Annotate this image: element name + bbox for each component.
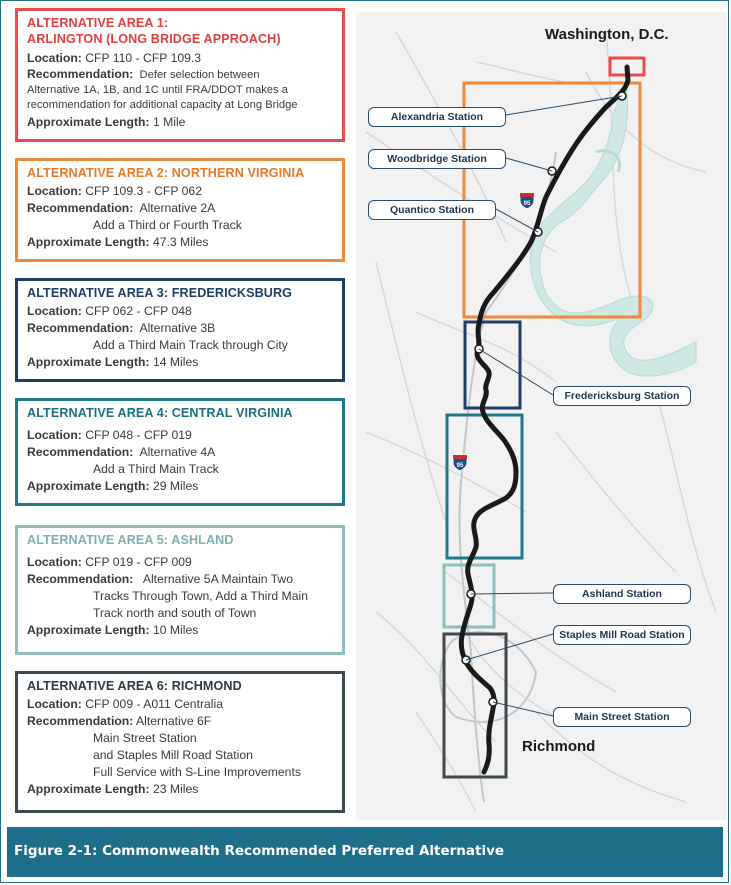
- richmond-label: Richmond: [522, 738, 596, 755]
- route-map: [356, 12, 726, 820]
- area-2-length: 47.3 Miles: [152, 235, 209, 249]
- area-1-subtitle: ARLINGTON (LONG BRIDGE APPROACH): [27, 32, 281, 46]
- area-6-recommendation-line-2: Main Street Station: [93, 731, 197, 745]
- area-6-recommendation-line-1: Alternative 6F: [136, 714, 212, 728]
- area-4-location: CFP 048 - CFP 019: [85, 428, 192, 442]
- area-6-recommendation-line-3: and Staples Mill Road Station: [93, 748, 253, 762]
- area-1-length: 1 Mile: [152, 115, 186, 129]
- area-5-recommendation-line-3: Track north and south of Town: [93, 606, 257, 620]
- area-2-card: [15, 158, 345, 262]
- area-4-title: ALTERNATIVE AREA 4: CENTRAL VIRGINIA: [27, 406, 293, 420]
- area-5-card: [15, 525, 345, 655]
- area-5-location: CFP 019 - CFP 009: [85, 555, 192, 569]
- area-2-location-label: Location:: [27, 184, 82, 198]
- area-6-card: [15, 671, 345, 813]
- callout-leaders: [466, 96, 622, 716]
- area-3-location: CFP 062 - CFP 048: [85, 304, 192, 318]
- area-2-recommendation-label: Recommendation:: [27, 201, 134, 215]
- area-1-recommendation-line-3: recommendation for additional capacity at Long Bridge: [27, 99, 298, 111]
- area-3-recommendation-label: Recommendation:: [27, 321, 134, 335]
- main-street-station-callout[interactable]: Main Street Station: [553, 707, 691, 727]
- washington-label: Washington, D.C.: [545, 26, 669, 43]
- area-4-card: [15, 398, 345, 506]
- quantico-station-callout[interactable]: Quantico Station: [368, 200, 496, 220]
- i95-shield-north: [520, 193, 534, 209]
- area-1-card: [15, 8, 345, 142]
- area-2-length-label: Approximate Length:: [27, 235, 150, 249]
- area-1-length-label: Approximate Length:: [27, 115, 150, 129]
- area-3-length-label: Approximate Length:: [27, 355, 150, 369]
- area-6-length-label: Approximate Length:: [27, 782, 150, 796]
- area-6-location-label: Location:: [27, 697, 82, 711]
- area-1-recommendation-line-2: Alternative 1A, 1B, and 1C until FRA/DDOT makes a: [27, 84, 288, 96]
- area-2-recommendation-line-1: Alternative 2A: [139, 201, 216, 215]
- area-2-location: CFP 109.3 - CFP 062: [85, 184, 202, 198]
- area-3-extent[interactable]: [465, 322, 520, 408]
- area-3-title: ALTERNATIVE AREA 3: FREDERICKSBURG: [27, 286, 293, 300]
- area-6-recommendation-label: Recommendation:: [27, 714, 134, 728]
- i95-shield-south: [453, 455, 467, 471]
- area-2-recommendation-line-2: Add a Third or Fourth Track: [93, 218, 242, 232]
- woodbridge-station-callout[interactable]: Woodbridge Station: [368, 149, 506, 169]
- fredericksburg-station-callout[interactable]: Fredericksburg Station: [553, 386, 691, 406]
- i95-shield-north-label: 95: [523, 201, 531, 207]
- area-4-length: 29 Miles: [152, 479, 199, 493]
- map-canvas: [356, 12, 726, 820]
- area-3-length: 14 Miles: [152, 355, 199, 369]
- area-4-extent[interactable]: [447, 415, 522, 558]
- area-1-location: CFP 110 - CFP 109.3: [85, 51, 202, 65]
- area-4-recommendation-line-2: Add a Third Main Track: [93, 462, 219, 476]
- potomac-river: [530, 82, 696, 376]
- area-6-title: ALTERNATIVE AREA 6: RICHMOND: [27, 679, 242, 693]
- area-5-recommendation-line-2: Tracks Through Town, Add a Third Main: [93, 589, 308, 603]
- area-6-length: 23 Miles: [152, 782, 199, 796]
- ashland-station-callout[interactable]: Ashland Station: [553, 584, 691, 604]
- area-1-title: ALTERNATIVE AREA 1:: [27, 16, 169, 30]
- alexandria-station-callout[interactable]: Alexandria Station: [368, 107, 506, 127]
- area-2-title: ALTERNATIVE AREA 2: NORTHERN VIRGINIA: [27, 166, 305, 180]
- area-5-recommendation-line-1: Alternative 5A Maintain Two: [142, 572, 293, 586]
- area-5-length: 10 Miles: [152, 623, 199, 637]
- area-5-title: ALTERNATIVE AREA 5: ASHLAND: [27, 533, 234, 547]
- area-4-location-label: Location:: [27, 428, 82, 442]
- area-5-length-label: Approximate Length:: [27, 623, 150, 637]
- area-1-recommendation-line-1: Defer selection between: [139, 69, 260, 81]
- area-4-recommendation-label: Recommendation:: [27, 445, 134, 459]
- area-3-location-label: Location:: [27, 304, 82, 318]
- figure-caption-bar: [7, 827, 723, 877]
- area-4-length-label: Approximate Length:: [27, 479, 150, 493]
- area-6-recommendation-line-4: Full Service with S-Line Improvements: [93, 765, 301, 779]
- area-4-recommendation-line-1: Alternative 4A: [139, 445, 216, 459]
- area-6-location: CFP 009 - A011 Centralia: [85, 697, 223, 711]
- area-1-location-label: Location:: [27, 51, 82, 65]
- area-1-recommendation-label: Recommendation:: [27, 67, 134, 81]
- staples-mill-station-callout[interactable]: Staples Mill Road Station: [553, 625, 691, 645]
- area-5-recommendation-label: Recommendation:: [27, 572, 134, 586]
- i95-shield-south-label: 95: [456, 463, 464, 469]
- area-3-card: [15, 278, 345, 382]
- figure-caption: Figure 2-1: Commonwealth Recommended Preferred Alternative: [14, 843, 505, 859]
- area-3-recommendation-line-1: Alternative 3B: [139, 321, 216, 335]
- area-5-location-label: Location:: [27, 555, 82, 569]
- area-3-recommendation-line-2: Add a Third Main Track through City: [93, 338, 288, 352]
